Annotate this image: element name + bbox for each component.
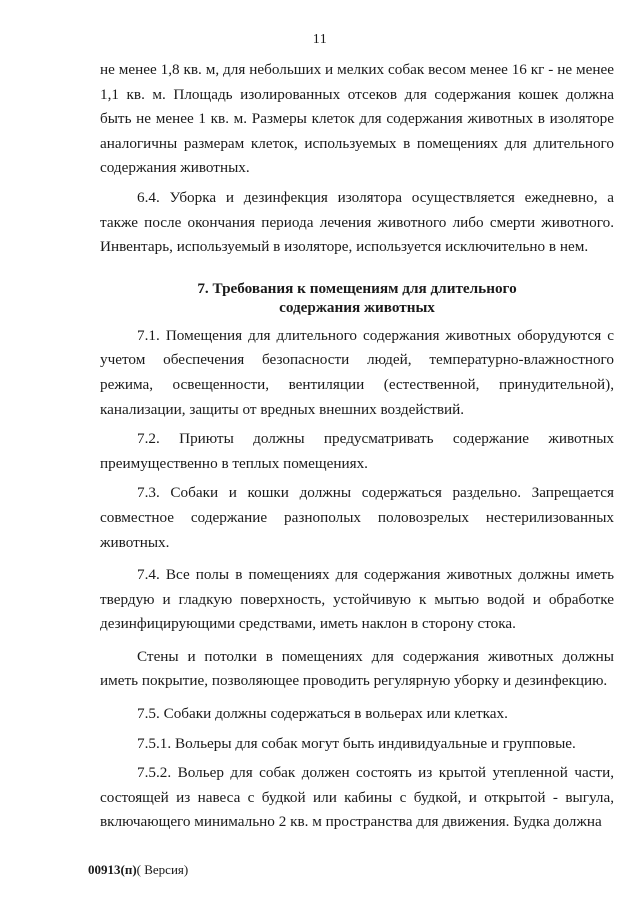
paragraph-continuation: не менее 1,8 кв. м, для небольших и мелких собак весом менее 16 кг - не менее 1,1 кв. м. Площадь изолированных отсеков для содержания кошек должна быть не менее 1 кв. м. Размеры клеток для содержания животных в изоляторе аналогичны размерам клеток, используемых в помещениях для длительного содержания животных. bbox=[100, 61, 614, 177]
paragraph-7-3: 7.3. Собаки и кошки должны содержаться раздельно. Запрещается совместное содержание разнополых половозрелых нестерилизованных животных. bbox=[100, 484, 614, 551]
section-heading-7 bbox=[100, 279, 614, 317]
document-footer bbox=[88, 862, 188, 878]
paragraph-7-1: 7.1. Помещения для длительного содержания животных оборудуются с учетом обеспечения безопасности людей, температурно-влажностного режима, освещенности, вентиляции (естественной, принудительной), канализации, защиты от вредных внешних воздействий. bbox=[100, 326, 614, 418]
paragraph-walls-ceilings: Стены и потолки в помещениях для содержания животных должны иметь покрытие, позволяющее проводить регулярную уборку и дезинфекцию. bbox=[100, 647, 614, 690]
paragraph-7-2: 7.2. Приюты должны предусматривать содержание животных преимущественно в теплых помещениях. bbox=[100, 430, 614, 472]
paragraph-6-4: 6.4. Уборка и дезинфекция изолятора осуществляется ежедневно, а также после окончания периода лечения животного либо смерти животного. Инвентарь, используемый в изоляторе, используется исключительно в нем. bbox=[100, 188, 614, 256]
document-body bbox=[100, 58, 614, 835]
paragraph-7-5: 7.5. Собаки должны содержаться в вольерах или клетках. bbox=[137, 705, 508, 723]
document-version: ( Версия) bbox=[136, 862, 189, 877]
page-number: 11 bbox=[312, 32, 328, 47]
paragraph-7-5-2: 7.5.2. Вольер для собак должен состоять из крытой утепленной части, состоящей из навеса с будкой или кабины с будкой, и открытой - выгула, включающего минимально 2 кв. м пространства для движения. Будка должна bbox=[100, 764, 614, 831]
section-heading-line-1: 7. Требования к помещениям для длительного bbox=[197, 279, 517, 297]
paragraph-7-4: 7.4. Все полы в помещениях для содержания животных должны иметь твердую и гладкую поверхность, устойчивую к мытью водой и обработке дезинфицирующими средствами, иметь наклон в сторону стока. bbox=[100, 566, 614, 633]
document-code: 00913(п) bbox=[88, 862, 137, 877]
paragraph-7-5-1: 7.5.1. Вольеры для собак могут быть индивидуальные и групповые. bbox=[137, 734, 576, 752]
section-heading-line-2: содержания животных bbox=[279, 298, 435, 316]
